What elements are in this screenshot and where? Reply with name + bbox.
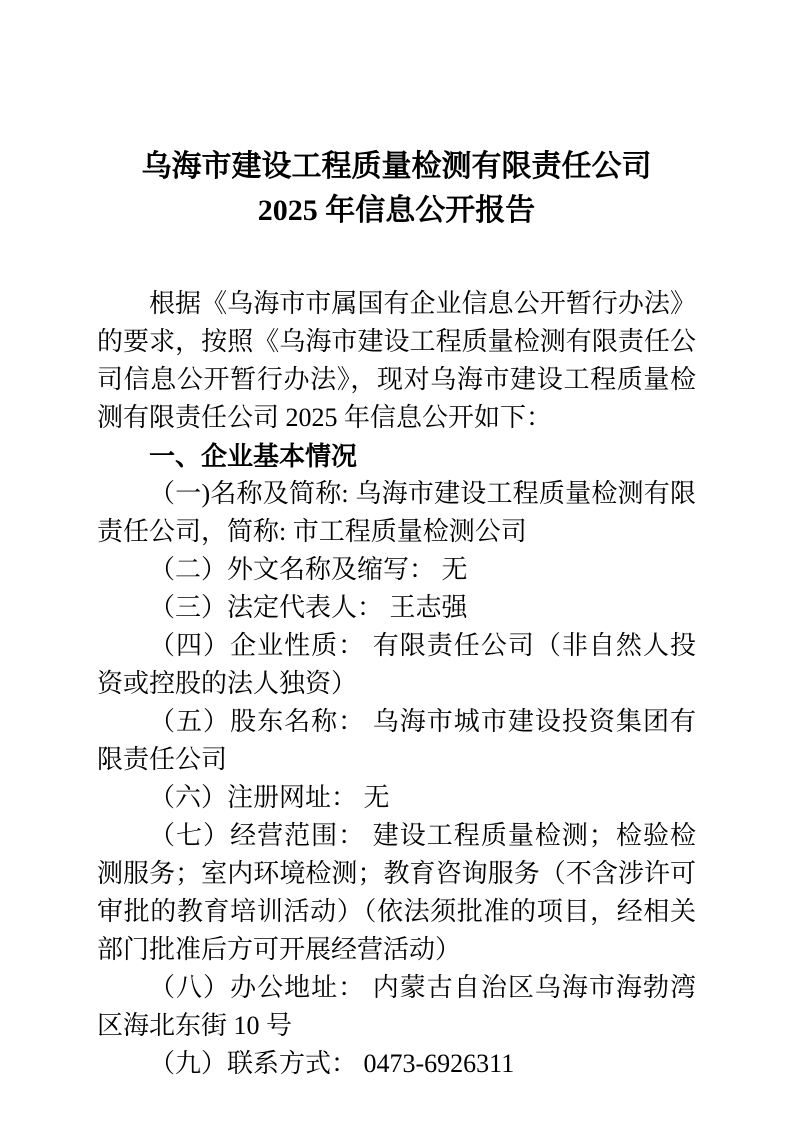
- intro-paragraph: 根据《乌海市市属国有企业信息公开暂行办法》的要求，按照《乌海市建设工程质量检测有限责任公司信息公开暂行办法》，现对乌海市建设工程质量检测有限责任公司 2025 年信息公开如下：: [97, 289, 696, 432]
- item-legal-representative: （三）法定代表人： 王志强: [149, 593, 468, 622]
- document-title-line1: 乌海市建设工程质量检测有限责任公司: [141, 150, 652, 183]
- item-business-scope: （七）经营范围： 建设工程质量检测；检验检测服务；室内环境检测；教育咨询服务（不含涉许可审批的教育培训活动）（依法须批准的项目，经相关部门批准后方可开展经营活动）: [97, 821, 696, 964]
- item-registered-website: （六）注册网址： 无: [149, 783, 390, 812]
- item-office-address: （八）办公地址： 内蒙古自治区乌海市海勃湾区海北东街 10 号: [97, 973, 696, 1040]
- item-shareholder-name: （五）股东名称： 乌海市城市建设投资集团有限责任公司: [97, 707, 696, 774]
- item-contact-number: （九）联系方式： 0473-6926311: [149, 1049, 515, 1078]
- section-heading-basic-info: 一、企业基本情况: [149, 441, 358, 471]
- item-enterprise-nature: （四）企业性质： 有限责任公司（非自然人投资或控股的法人独资）: [97, 631, 696, 698]
- item-foreign-name: （二）外文名称及缩写： 无: [149, 555, 468, 584]
- document-title-line2: 2025 年信息公开报告: [257, 194, 536, 227]
- item-name-and-abbreviation: （一)名称及简称: 乌海市建设工程质量检测有限责任公司，简称: 市工程质量检测公司: [97, 479, 696, 546]
